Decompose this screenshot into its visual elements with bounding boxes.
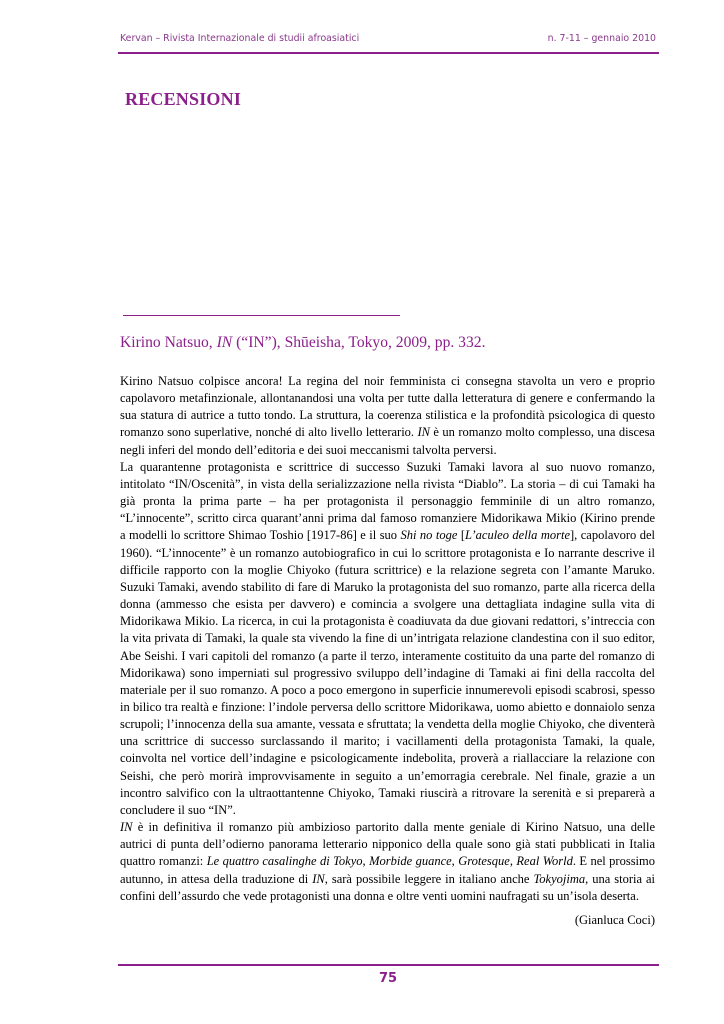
page-number: 75 (378, 971, 398, 986)
footer-divider (118, 964, 659, 966)
title-in: IN (417, 425, 430, 440)
title-morbide-guance: Morbide guance (369, 854, 452, 869)
review-text: , sarà possibile leggere in italiano anche (324, 871, 534, 886)
review-text: . E nel prossimo autunno, in attesa della traduzione di (120, 854, 656, 886)
title-shi-no-toge: Shi no toge (400, 528, 458, 543)
review-text: , (509, 854, 517, 869)
issue-info: n. 7-11 – gennaio 2010 (547, 33, 656, 44)
book-publication: (“IN”), Shūeisha, Tokyo, 2009, pp. 332. (232, 334, 486, 351)
journal-name: Kervan – Rivista Internazionale di studii afroasiatici (120, 33, 360, 44)
review-paragraph-2 (120, 459, 655, 819)
review-text: , una storia ai confini dell’assurdo che vede protagonisti una donna e oltre venti uomini naufragati su un’isola deserta. (120, 871, 656, 903)
review-text: La quarantenne protagonista e scrittrice di successo Suzuki Tamaki lavora al suo nuovo romanzo, intitolato “IN/Oscenità”, in vista della serializzazione nella rivista “Diablo”. La storia – di cui Tamaki ha già pronta la prima parte – ha per protagonista il personaggio femminile di un altro romanzo, “L’innocente”, scritto circa quarant’anni prima dal famoso romanziere Midorikawa Mikio (Kirino prende a modelli lo scrittore Shimao Toshio [1917-86] e il suo (120, 459, 655, 543)
review-text: [ (457, 528, 465, 543)
review-paragraph-1 (120, 373, 655, 459)
book-title: IN (216, 334, 233, 351)
book-reference (120, 334, 485, 352)
title-real-world: Real World (516, 854, 573, 869)
review-text: , (362, 854, 370, 869)
review-body (120, 373, 655, 905)
running-header (120, 33, 656, 44)
review-text: , (451, 854, 459, 869)
reviewer-signature: (Gianluca Coci) (574, 913, 655, 927)
section-divider (123, 315, 400, 316)
review-text: ], capolavoro del 1960). “L’innocente” è un romanzo autobiografico in cui lo scrittore protagonista e Io narrante descrive il difficile rapporto con la moglie Chiyoko (futura scrittrice) e la relazione segreta con l’amante Maruko. Suzuki Tamaki, avendo stabilito di fare di Maruko la protagonista del suo romanzo, parte alla ricerca della donna (ammesso che esista per davvero) e comincia a svolgere una dettagliata indagine sulla vita di Midorikawa Mikio. La ricerca, in cui la protagonista è coadiuvata da due giovani redattori, s’intreccia con la vita privata di Tamaki, la quale sta vivendo la fine di un’intrigata relazione clandestina con il suo editor, Abe Seishi. I vari capitoli del romanzo (a parte il terzo, interamente costituito da una parte del romanzo di Midorikawa) sono imperniati sul progressivo sviluppo dell’indagine di Tamaki ai fini della raccolta del materiale per il suo romanzo. A poco a poco emergono in superficie innumerevoli episodi scabrosi, spesso in bilico tra realtà e finzione: l’indole perversa dello scrittore Midorikawa, uomo abietto e donnaiolo senza scrupoli; l’innocenza della sua amante, vessata e sfruttata; la vendetta della moglie Chiyoko, che diventerà una scrittrice di successo surclassando il marito; i vacillamenti della protagonista Tamaki, la quale, coinvolta nel vortice dell’indagine e psicologicamente indebolita, proverà a riallacciare la relazione con Seishi, che però morirà improvvisamente in seguito a un’emorragia cerebrale. Nel finale, grazie a un incontro salvifico con la ultraottantenne Chiyoko, Tamaki riuscirà a ritrovare la serenità e si preparerà a concludere il suo “IN”. (120, 528, 655, 817)
title-in: IN (312, 871, 325, 886)
review-text: è in definitiva il romanzo più ambizioso partorito dalla mente geniale di Kirino Natsuo, una delle autrici di punta dell’odierno panorama letterario nipponico della quale sono già stati pubblicati in Italia quattro romanzi: (120, 820, 655, 869)
book-author: Kirino Natsuo, (120, 334, 217, 351)
section-title: RECENSIONI (125, 89, 242, 109)
title-grotesque: Grotesque (458, 854, 510, 869)
title-in: IN (120, 820, 133, 835)
title-aculeo-della-morte: L’aculeo della morte (465, 528, 571, 543)
header-divider (118, 52, 659, 54)
review-paragraph-3 (120, 819, 655, 905)
title-quattro-casalinghe: Le quattro casalinghe di Tokyo (206, 854, 363, 869)
review-text: Kirino Natsuo colpisce ancora! La regina del noir femminista ci consegna stavolta un vero e proprio capolavoro metafinzionale, allontanandosi una volta per tutte dalla letteratura di genere e confermando la sua statura di autrice a tutto tondo. La struttura, la coerenza stilistica e la profondità psicologica di questo romanzo sono superlative, nonché di alto livello letterario. (120, 374, 655, 440)
title-tokyojima: Tokyojima (533, 871, 586, 886)
review-text: è un romanzo molto complesso, una discesa negli inferi del mondo dell’editoria e dei suoi meccanismi talvolta perversi. (120, 425, 655, 457)
